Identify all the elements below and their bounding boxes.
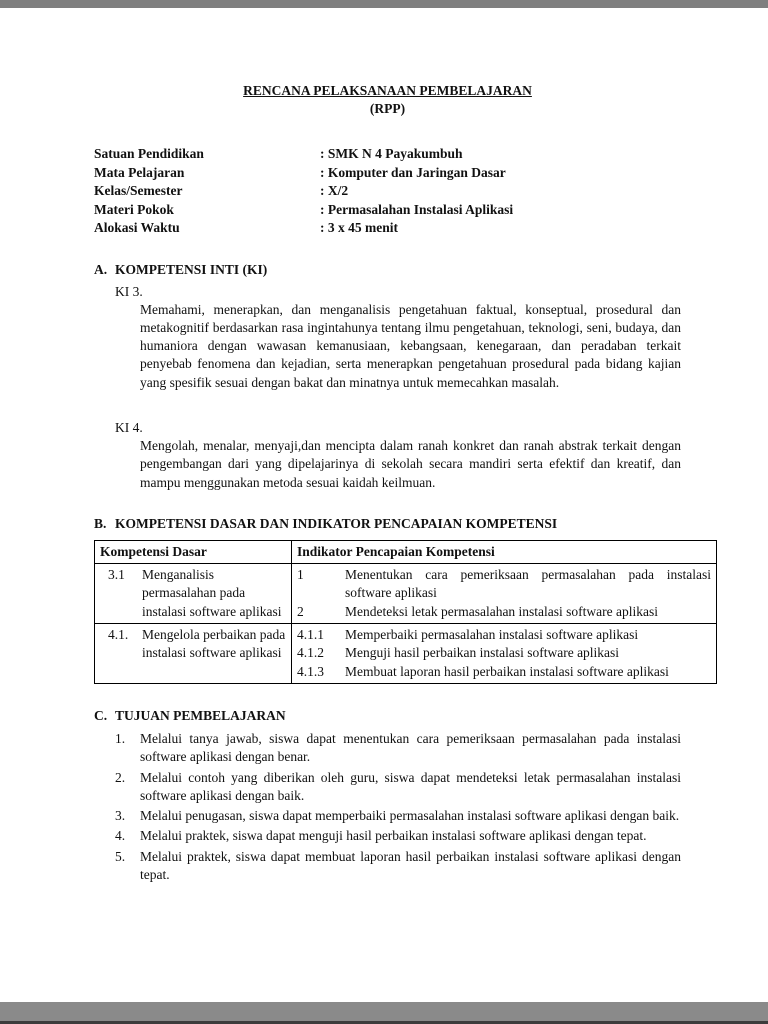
meta-row-alokasi-waktu (94, 219, 681, 238)
section-c-heading (94, 707, 681, 725)
section-a-title: KOMPETENSI INTI (KI) (115, 261, 268, 277)
meta-value: : 3 x 45 menit (320, 220, 398, 235)
objective-item (115, 730, 681, 767)
indicator-row (297, 603, 711, 621)
table-row-kd-3-1 (95, 564, 717, 624)
indicator-text: Menentukan cara pemeriksaan permasalahan pada instalasi software aplikasi (345, 567, 711, 601)
meta-value: : Permasalahan Instalasi Aplikasi (320, 201, 514, 217)
meta-value: : SMK N 4 Payakumbuh (320, 146, 463, 161)
meta-value: : X/2 (320, 183, 349, 198)
objective-number: 4. (115, 828, 126, 844)
viewer-backdrop-bottom (0, 1002, 768, 1024)
meta-label: Satuan Pendidikan (94, 146, 204, 161)
viewer-backdrop-top (0, 0, 768, 8)
ki3-label: KI 3. (115, 283, 143, 299)
meta-value: : Komputer dan Jaringan Dasar (320, 164, 506, 180)
kd-indicator-table (94, 540, 717, 684)
objective-number: 2. (115, 769, 126, 785)
objective-item (115, 827, 681, 845)
meta-row-mata-pelajaran (94, 164, 681, 183)
objective-text: Melalui praktek, siswa dapat menguji hasil perbaikan instalasi software aplikasi dengan tepat. (140, 828, 647, 844)
meta-label: Alokasi Waktu (94, 220, 180, 235)
indicator-number: 4.1.2 (297, 645, 324, 661)
objective-number: 1. (115, 730, 126, 746)
meta-label: Kelas/Semester (94, 183, 183, 198)
objective-text: Melalui tanya jawab, siswa dapat menentukan cara pemeriksaan permasalahan pada instalasi software aplikasi dengan benar. (140, 730, 681, 765)
kd-text: Mengelola perbaikan pada instalasi software aplikasi (142, 627, 286, 661)
section-c-number: C. (94, 707, 108, 723)
indicator-row (297, 566, 711, 603)
table-header-indikator: Indikator Pencapaian Kompetensi (292, 540, 717, 563)
table-header-kompetensi-dasar: Kompetensi Dasar (95, 540, 292, 563)
table-header-row (95, 540, 717, 563)
table-row-kd-4-1 (95, 624, 717, 684)
kd-cell (100, 626, 286, 663)
section-c-title: TUJUAN PEMBELAJARAN (115, 707, 286, 723)
section-b-title: KOMPETENSI DASAR DAN INDIKATOR PENCAPAIAN KOMPETENSI (115, 515, 558, 531)
document-title-line2: (RPP) (369, 101, 406, 116)
indicator-number: 4.1.1 (297, 627, 324, 643)
indicator-text: Memperbaiki permasalahan instalasi software aplikasi (345, 627, 639, 643)
section-a-heading (94, 261, 681, 279)
indicator-number: 2 (297, 603, 304, 619)
objectives-list (94, 730, 681, 884)
meta-label: Materi Pokok (94, 201, 174, 217)
ki4-label: KI 4. (115, 419, 143, 435)
document-content (94, 8, 711, 884)
meta-row-satuan-pendidikan (94, 145, 681, 164)
section-b-number: B. (94, 515, 107, 531)
objective-number: 5. (115, 848, 126, 864)
ki3-paragraph: Memahami, menerapkan, dan menganalisis pengetahuan faktual, konseptual, prosedural dan metakognitif berdasarkan rasa ingintahunya tentang ilmu pengetahuan, teknologi, seni, budaya, dan humaniora dengan wawasan kemanusiaan, kebangsaan, kenegaraan, dan peradaban terkait penyebab fenomena dan kejadian, serta menerapkan pengetahuan prosedural pada bidang kajian yang spesifik sesuai dengan bakat dan minatnya untuk memecahkan masalah. (140, 301, 681, 390)
document-page (0, 8, 768, 1002)
kd-number: 3.1 (108, 567, 125, 583)
section-a-number: A. (94, 261, 108, 277)
kd-number: 4.1. (108, 627, 129, 643)
objective-text: Melalui penugasan, siswa dapat memperbaiki permasalahan instalasi software aplikasi dengan baik. (140, 808, 680, 824)
objective-text: Melalui contoh yang diberikan oleh guru, siswa dapat mendeteksi letak permasalahan instalasi software aplikasi dengan baik. (140, 769, 681, 803)
indicator-number: 1 (297, 567, 304, 583)
objective-item (115, 807, 681, 825)
objective-item (115, 769, 681, 806)
indicator-row (297, 644, 711, 662)
indicator-row (297, 626, 711, 644)
kd-cell (100, 566, 286, 621)
indicator-number: 4.1.3 (297, 663, 324, 679)
objective-text: Melalui praktek, siswa dapat membuat laporan hasil perbaikan instalasi software aplikasi dengan tepat. (140, 848, 681, 883)
document-title (94, 82, 681, 118)
kd-text: Menganalisis permasalahan pada instalasi software aplikasi (142, 567, 282, 619)
document-title-line1: RENCANA PELAKSANAAN PEMBELAJARAN (243, 83, 532, 98)
indicator-text: Mendeteksi letak permasalahan instalasi software aplikasi (345, 603, 659, 619)
indicator-text: Membuat laporan hasil perbaikan instalasi software aplikasi (345, 663, 669, 679)
objective-number: 3. (115, 808, 126, 824)
meta-row-kelas-semester (94, 182, 681, 201)
ki4-paragraph: Mengolah, menalar, menyaji,dan mencipta dalam ranah konkret dan ranah abstrak terkait dengan pengembangan dari yang dipelajarinya di sekolah secara mandiri serta efektif dan kreatif, dan mampu menggunakan metoda sesuai kaidah keilmuan. (140, 437, 681, 490)
objective-item (115, 848, 681, 885)
meta-label: Mata Pelajaran (94, 164, 185, 180)
meta-row-materi-pokok (94, 201, 681, 220)
indicator-row (297, 663, 711, 681)
document-meta-block (94, 145, 681, 238)
section-b-heading (94, 515, 681, 533)
indicator-text: Menguji hasil perbaikan instalasi software aplikasi (345, 645, 620, 661)
